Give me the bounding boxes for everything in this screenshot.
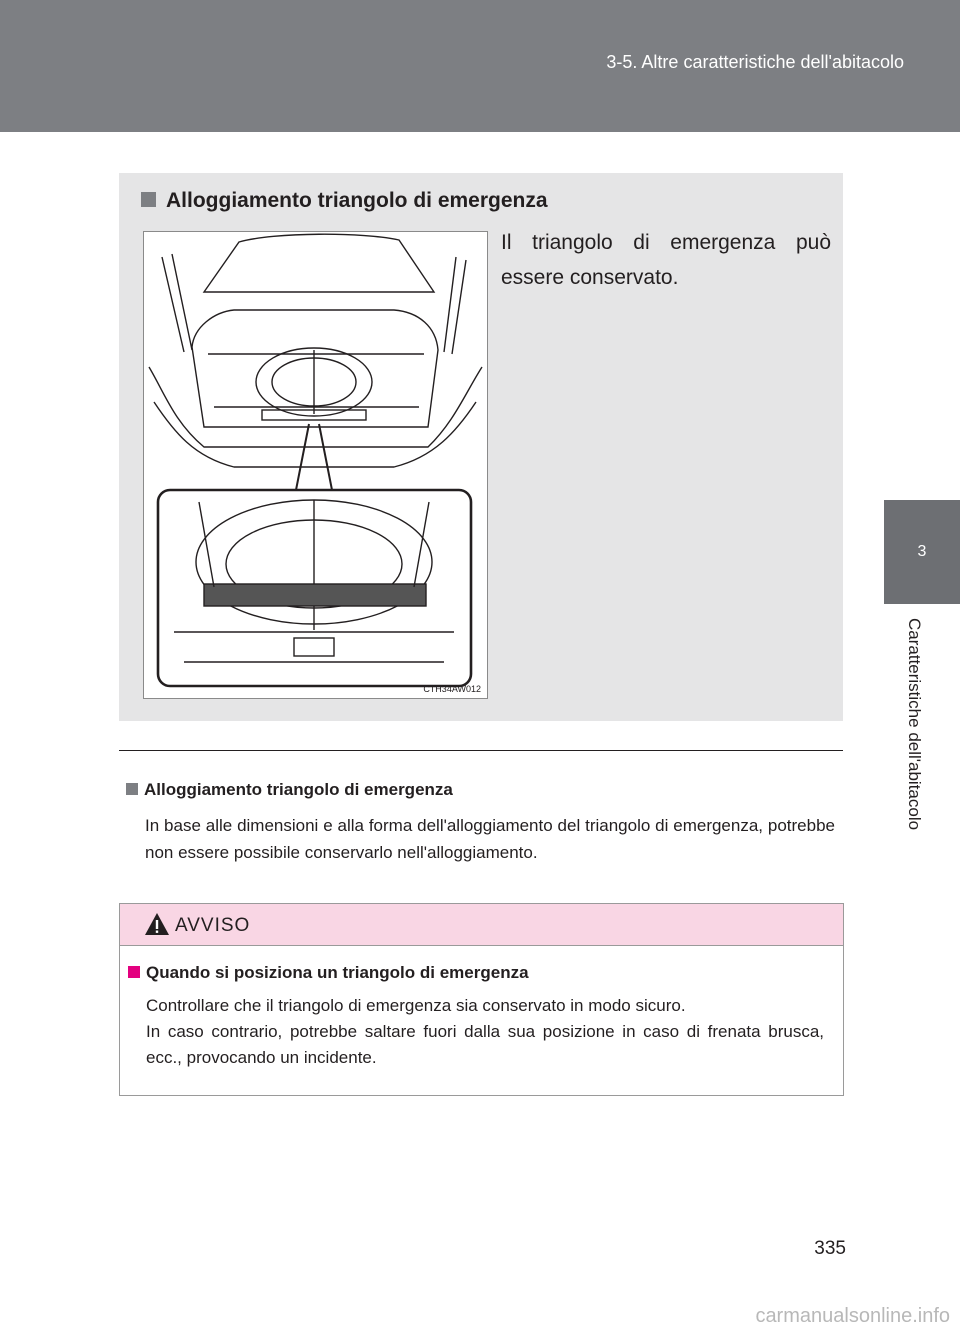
square-bullet-icon xyxy=(128,966,140,978)
trunk-illustration xyxy=(143,231,488,699)
warning-box xyxy=(119,903,844,1096)
warning-line: In caso contrario, potrebbe saltare fuori dalla sua posizione in caso di frenata brusca, ecc., provocando un incidente. xyxy=(146,1022,824,1067)
page-header xyxy=(0,0,960,132)
figure-code: CTH34AW012 xyxy=(423,684,481,694)
note-title: Alloggiamento triangolo di emergenza xyxy=(126,780,453,800)
square-bullet-icon xyxy=(141,192,156,207)
watermark: carmanualsonline.info xyxy=(755,1305,950,1327)
warning-title: Quando si posiziona un triangolo di emergenza xyxy=(128,963,529,983)
feature-title: Alloggiamento triangolo di emergenza xyxy=(141,189,548,213)
chapter-number-tab: 3 xyxy=(884,500,960,604)
page-number: 335 xyxy=(814,1238,846,1259)
note-body: In base alle dimensioni e alla forma dell'alloggiamento del triangolo di emergenza, potrebbe non essere possibile conservarlo nell'alloggiamento. xyxy=(145,816,835,862)
warning-triangle-icon xyxy=(144,912,170,936)
feature-description: Il triangolo di emergenza può essere conservato. xyxy=(501,231,831,289)
feature-box xyxy=(119,173,843,721)
warning-body xyxy=(146,993,824,1071)
trunk-drawing xyxy=(144,232,487,698)
warning-header xyxy=(120,904,843,946)
divider xyxy=(119,750,843,751)
warning-label: AVVISO xyxy=(175,915,251,936)
warning-line: Controllare che il triangolo di emergenza sia conservato in modo sicuro. xyxy=(146,996,686,1015)
square-bullet-icon xyxy=(126,783,138,795)
section-title: 3-5. Altre caratteristiche dell'abitacolo xyxy=(606,52,904,72)
chapter-label: Caratteristiche dell'abitacolo xyxy=(905,618,924,831)
